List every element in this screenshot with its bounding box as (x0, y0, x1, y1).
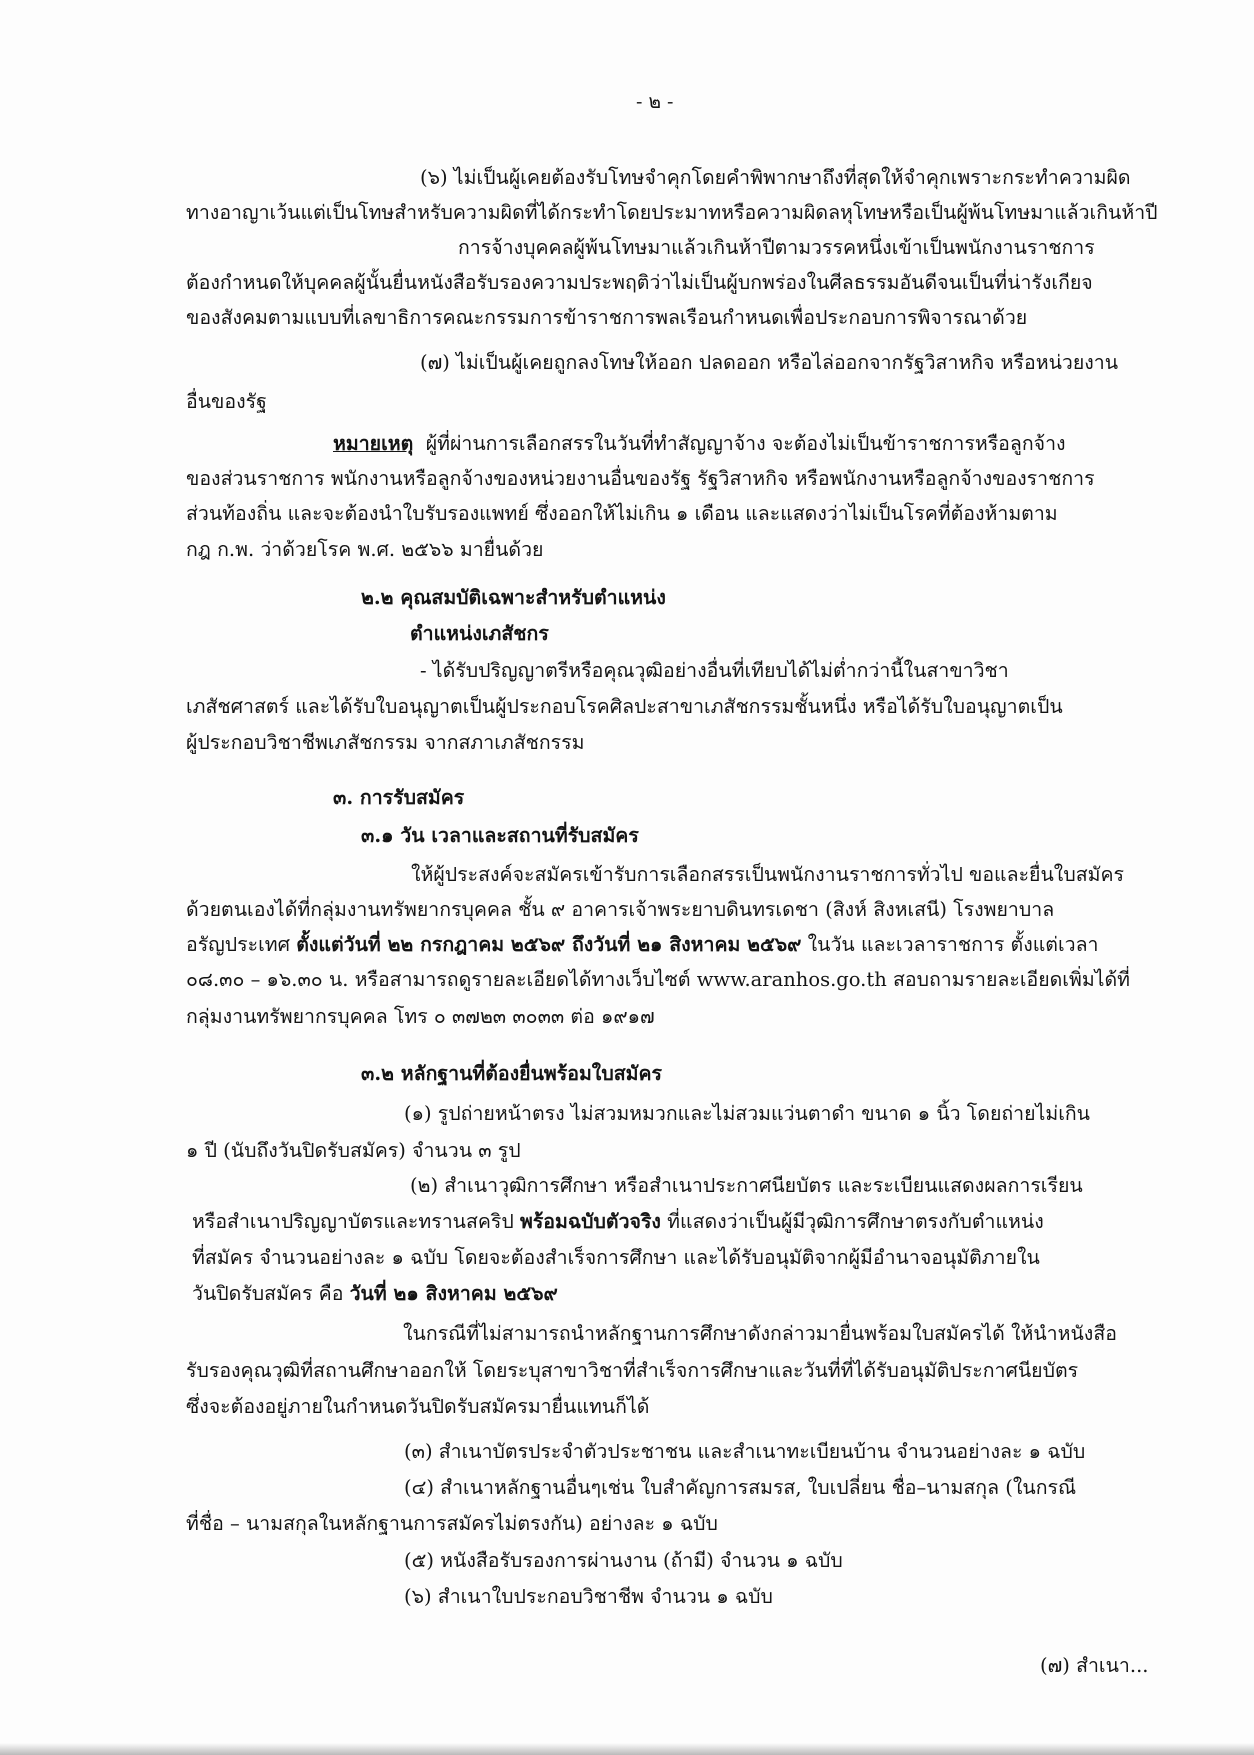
paragraph-line: ที่สมัคร จำนวนอย่างละ ๑ ฉบับ โดยจะต้องสำเร็จการศึกษา และได้รับอนุมัติจากผู้มีอำนาจอนุมัติภายใน (192, 1246, 1040, 1269)
paragraph-line: ทางอาญาเว้นแต่เป็นโทษสำหรับความผิดที่ได้กระทำโดยประมาทหรือความผิดลหุโทษหรือเป็นผู้พ้นโทษมาแล้วเกินห้าปี (186, 201, 1158, 224)
section-heading: ๒.๒ คุณสมบัติเฉพาะสำหรับตำแหน่ง (361, 586, 666, 609)
application-period: ตั้งแต่วันที่ ๒๒ กรกฎาคม ๒๕๖๙ ถึงวันที่ ๒๑ สิงหาคม ๒๕๖๙ (296, 933, 802, 956)
paragraph-line (192, 1280, 558, 1308)
paragraph-line: (๕) หนังสือรับรองการผ่านงาน (ถ้ามี) จำนวน ๑ ฉบับ (404, 1549, 843, 1572)
emphasis-text: พร้อมฉบับตัวจริง (519, 1210, 661, 1233)
paragraph-line: - ได้รับปริญญาตรีหรือคุณวุฒิอย่างอื่นที่เทียบได้ไม่ต่ำกว่านี้ในสาขาวิชา (420, 659, 1009, 682)
paragraph-line: (๗) ไม่เป็นผู้เคยถูกลงโทษให้ออก ปลดออก หรือไล่ออกจากรัฐวิสาหกิจ หรือหน่วยงาน (420, 351, 1119, 374)
paragraph-line: ที่ชื่อ – นามสกุลในหลักฐานการสมัครไม่ตรงกัน) อย่างละ ๑ ฉบับ (186, 1512, 718, 1535)
continuation-text: (๗) สำเนา... (1040, 1654, 1149, 1677)
text-segment: ที่แสดงว่าเป็นผู้มีวุฒิการศึกษาตรงกับตำแหน่ง (667, 1210, 1044, 1233)
page-number: - ๒ - (636, 91, 674, 113)
paragraph-line: ด้วยตนเองได้ที่กลุ่มงานทรัพยากรบุคคล ชั้น ๙ อาคารเจ้าพระยาบดินทรเดชา (สิงห์ สิงหเสนี) โรงพยาบาล (186, 898, 1055, 921)
text-segment: หรือสำเนาปริญญาบัตรและทรานสคริป (192, 1210, 514, 1233)
paragraph-line: ส่วนท้องถิ่น และจะต้องนำใบรับรองแพทย์ ซึ่งออกให้ไม่เกิน ๑ เดือน และแสดงว่าไม่เป็นโรคที่ต้องห้ามตาม (186, 502, 1058, 525)
paragraph-line: ของส่วนราชการ พนักงานหรือลูกจ้างของหน่วยงานอื่นของรัฐ รัฐวิสาหกิจ หรือพนักงานหรือลูกจ้างของราชการ (186, 467, 1095, 490)
paragraph-line: ในกรณีที่ไม่สามารถนำหลักฐานการศึกษาดังกล่าวมายื่นพร้อมใบสมัครได้ ให้นำหนังสือ (403, 1322, 1117, 1345)
paragraph-line (186, 931, 1098, 959)
position-heading: ตำแหน่งเภสัชกร (410, 622, 549, 645)
paragraph-line: (๓) สำเนาบัตรประจำตัวประชาชน และสำเนาทะเบียนบ้าน จำนวนอย่างละ ๑ ฉบับ (404, 1440, 1086, 1463)
paragraph-line: กลุ่มงานทรัพยากรบุคคล โทร ๐ ๓๗๒๓ ๓๐๓๓ ต่อ ๑๙๑๗ (186, 1005, 655, 1028)
closing-date: วันที่ ๒๑ สิงหาคม ๒๕๖๙ (349, 1282, 558, 1305)
paragraph-line: ให้ผู้ประสงค์จะสมัครเข้ารับการเลือกสรรเป็นพนักงานราชการทั่วไป ขอและยื่นใบสมัคร (411, 863, 1124, 886)
paragraph-line: (๖) ไม่เป็นผู้เคยต้องรับโทษจำคุกโดยคำพิพากษาถึงที่สุดให้จำคุกเพราะกระทำความผิด (420, 166, 1131, 189)
hospital-name: อรัญประเทศ (186, 933, 291, 956)
paragraph-line: ซึ่งจะต้องอยู่ภายในกำหนดวันปิดรับสมัครมายื่นแทนก็ได้ (186, 1395, 650, 1418)
paragraph-line: กฎ ก.พ. ว่าด้วยโรค พ.ศ. ๒๕๖๖ มายื่นด้วย (186, 538, 544, 561)
paragraph-line: (๖) สำเนาใบประกอบวิชาชีพ จำนวน ๑ ฉบับ (404, 1585, 773, 1608)
paragraph-line: ต้องกำหนดให้บุคคลผู้นั้นยื่นหนังสือรับรองความประพฤติว่าไม่เป็นผู้บกพร่องในศีลธรรมอันดีจนเป็นที่น่ารังเกียจ (186, 271, 1093, 294)
paragraph-line: ของสังคมตามแบบที่เลขาธิการคณะกรรมการข้าราชการพลเรือนกำหนดเพื่อประกอบการพิจารณาด้วย (186, 306, 1028, 329)
note-text: ผู้ที่ผ่านการเลือกสรรในวันที่ทำสัญญาจ้าง จะต้องไม่เป็นข้าราชการหรือลูกจ้าง (425, 432, 1066, 455)
section-heading: ๓.๑ วัน เวลาและสถานที่รับสมัคร (361, 824, 639, 847)
office-hours: ในวัน และเวลาราชการ ตั้งแต่เวลา (807, 933, 1099, 956)
paragraph-line (192, 1208, 1044, 1236)
note-label: หมายเหตุ (333, 432, 414, 455)
section-heading: ๓. การรับสมัคร (333, 786, 465, 809)
paragraph-line: ๐๘.๓๐ – ๑๖.๓๐ น. หรือสามารถดูรายละเอียดได้ทางเว็บไซต์ www.aranhos.go.th สอบถามรายละเอียดเพิ่มได้ที่ (186, 968, 1131, 991)
paragraph-line: รับรองคุณวุฒิที่สถานศึกษาออกให้ โดยระบุสาขาวิชาที่สำเร็จการศึกษาและวันที่ที่ได้รับอนุมัติประกาศนียบัตร (186, 1359, 1079, 1382)
paragraph-line: ผู้ประกอบวิชาชีพเภสัชกรรม จากสภาเภสัชกรรม (186, 731, 585, 754)
paragraph-line: การจ้างบุคคลผู้พ้นโทษมาแล้วเกินห้าปีตามวรรคหนึ่งเข้าเป็นพนักงานราชการ (458, 236, 1095, 259)
paragraph-line: เภสัชศาสตร์ และได้รับใบอนุญาตเป็นผู้ประกอบโรคศิลปะสาขาเภสัชกรรมชั้นหนึ่ง หรือได้รับใบอนุญาตเป็น (186, 695, 1063, 718)
note-line (333, 430, 1066, 458)
text-segment: วันปิดรับสมัคร คือ (192, 1282, 344, 1305)
paragraph-line: อื่นของรัฐ (186, 390, 267, 413)
paragraph-line: ๑ ปี (นับถึงวันปิดรับสมัคร) จำนวน ๓ รูป (186, 1139, 521, 1162)
section-heading: ๓.๒ หลักฐานที่ต้องยื่นพร้อมใบสมัคร (361, 1062, 662, 1085)
paragraph-line: (๑) รูปถ่ายหน้าตรง ไม่สวมหมวกและไม่สวมแว่นตาดำ ขนาด ๑ นิ้ว โดยถ่ายไม่เกิน (404, 1102, 1091, 1125)
paragraph-line: (๔) สำเนาหลักฐานอื่นๆเช่น ใบสำคัญการสมรส, ใบเปลี่ยน ชื่อ–นามสกุล (ในกรณี (404, 1476, 1077, 1499)
paragraph-line: (๒) สำเนาวุฒิการศึกษา หรือสำเนาประกาศนียบัตร และระเบียนแสดงผลการเรียน (410, 1174, 1083, 1197)
